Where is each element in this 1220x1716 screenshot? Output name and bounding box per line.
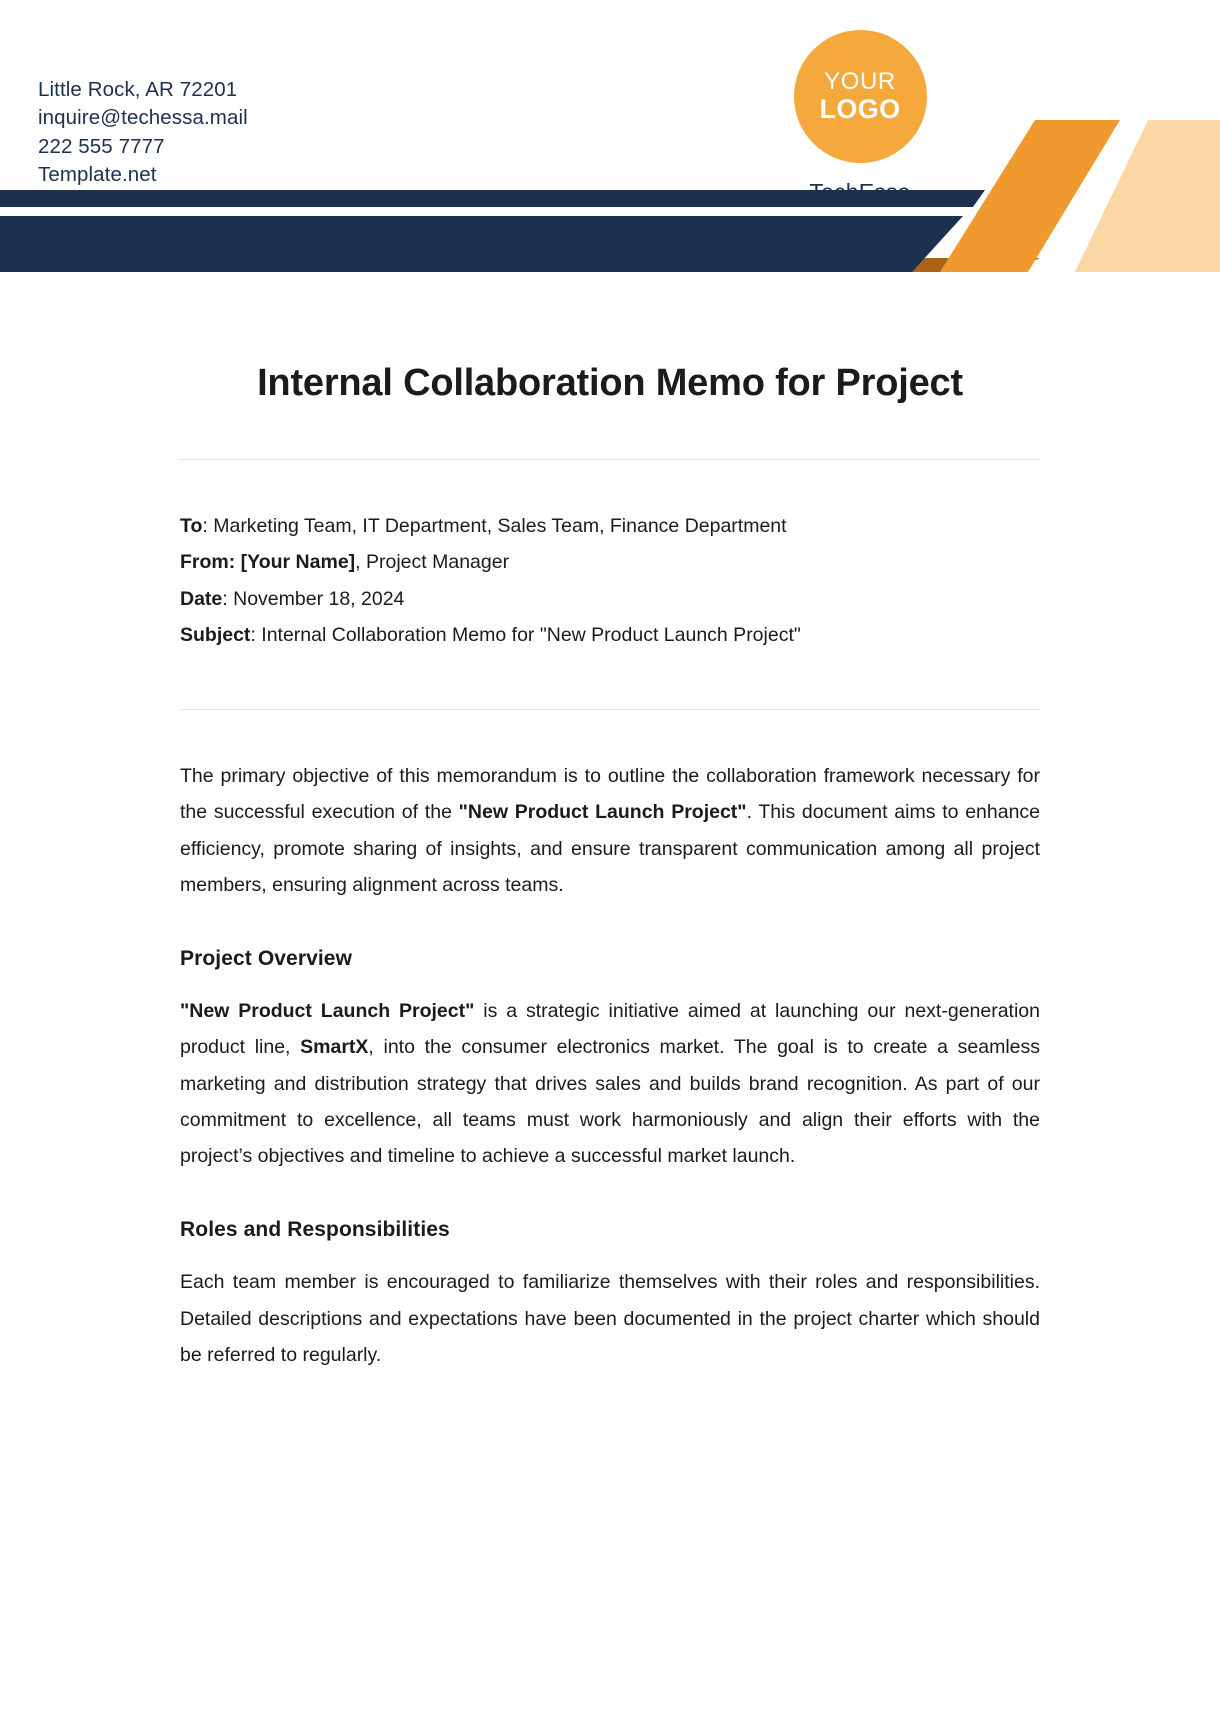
from-value: , Project Manager <box>355 551 510 574</box>
contact-phone: 222 555 7777 <box>38 134 165 158</box>
section-heading-roles-responsibilities: Roles and Responsibilities <box>180 1218 450 1242</box>
from-label: From <box>180 551 229 574</box>
intro-part2: . This document aims to enhance efficiency, promote sharing of insights, and ensure transparent communication among all project members, ensuring alignment across teams. <box>180 801 1041 896</box>
to-value: : Marketing Team, IT Department, Sales Team, Finance Department <box>202 515 787 537</box>
document-header <box>0 0 1220 290</box>
contact-address: Little Rock, AR 72201 <box>38 78 238 101</box>
from-placeholder: [Your Name] <box>240 551 356 574</box>
company-name: TechEssa <box>809 179 911 205</box>
date-value: : November 18, 2024 <box>222 587 405 610</box>
logo-logo-text: LOGO <box>819 93 901 124</box>
memo-metadata <box>180 508 1040 653</box>
intro-bold-project: "New Product Launch Project" <box>458 801 747 824</box>
contact-info <box>38 76 248 189</box>
date-label: Date <box>180 587 223 610</box>
divider-top <box>180 459 1040 460</box>
intro-paragraph <box>180 758 1040 903</box>
document-body <box>180 290 1040 1373</box>
overview-bold-smartx: SmartX <box>300 1036 369 1059</box>
meta-row-from <box>180 544 1040 580</box>
section-heading-project-overview: Project Overview <box>180 947 353 971</box>
from-separator: : <box>228 551 241 574</box>
navy-thick-bar <box>0 216 963 272</box>
project-overview-paragraph <box>180 993 1040 1174</box>
overview-bold-project: "New Product Launch Project" <box>180 1000 475 1023</box>
meta-row-to <box>180 508 1040 544</box>
intro-part1: The primary objective of this memorandum is to outline the collaboration framework necessary for the successful execution of the <box>180 765 1040 824</box>
roles-paragraph: Each team member is encouraged to familiarize themselves with their roles and responsibilities. Detailed descriptions and expectations have been documented in the project charter which should be referred to regularly. <box>180 1271 1040 1366</box>
brand-block <box>775 30 945 206</box>
meta-row-subject <box>180 617 1040 653</box>
subject-label: Subject <box>180 623 251 646</box>
to-label: To <box>180 515 203 537</box>
overview-part1: is a strategic initiative aimed at launching our next-generation product line, <box>180 1000 1041 1059</box>
page-title: Internal Collaboration Memo for Project <box>257 362 963 404</box>
contact-email: inquire@techessa.mail <box>38 106 248 130</box>
overview-part2: , into the consumer electronics market. The goal is to create a seamless marketing and distribution strategy that drives sales and builds brand recognition. As part of our commitment to excellence, all teams must work harmoniously and align their efforts with the project’s objectives and timeline to achieve a successful market launch. <box>180 1036 1040 1168</box>
company-logo <box>794 30 927 163</box>
logo-your-text: YOUR <box>824 67 896 95</box>
meta-row-date <box>180 581 1040 617</box>
subject-value: : Internal Collaboration Memo for "New Product Launch Project" <box>250 623 801 646</box>
divider-bottom <box>180 709 1040 710</box>
contact-website: Template.net <box>38 162 157 186</box>
